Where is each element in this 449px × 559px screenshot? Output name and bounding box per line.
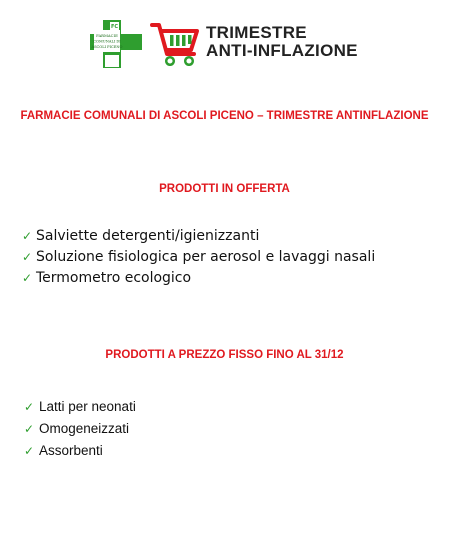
list-item-label: Soluzione fisiologica per aerosol e lavaggi nasali [36,249,376,265]
list-item [24,440,136,462]
offer-list [22,226,375,289]
logo-cross-line1: FARMACIE [96,33,118,38]
logo-cross-line3: ASCOLI PICENO [91,45,123,49]
list-item [22,226,375,247]
list-item-label: Assorbenti [39,443,103,458]
fixed-price-list [24,396,136,462]
checkmark-icon: ✓ [24,444,35,458]
brand-title-line1: TRIMESTRE [206,23,307,42]
list-item-label: Latti per neonati [39,399,136,414]
logo-cross-badge: FC [110,24,119,31]
list-item-label: Omogeneizzati [39,421,130,436]
checkmark-icon: ✓ [22,271,33,285]
main-heading: FARMACIE COMUNALI DI ASCOLI PICENO – TRIMESTRE ANTINFLAZIONE [20,110,429,122]
list-item [22,268,375,289]
list-item [24,396,136,418]
fixed-price-section-heading: PRODOTTI A PREZZO FISSO FINO AL 31/12 [105,349,344,361]
list-item-label: Salviette detergenti/igienizzanti [36,228,260,244]
list-item [22,247,375,268]
logo-cross-line2: COMUNALI DI [93,39,121,44]
brand-title-line2: ANTI-INFLAZIONE [206,41,358,60]
header [0,0,449,80]
checkmark-icon: ✓ [24,422,35,436]
list-item [24,418,136,440]
checkmark-icon: ✓ [22,229,33,243]
offer-section-heading: PRODOTTI IN OFFERTA [159,183,290,195]
list-item-label: Termometro ecologico [36,270,192,286]
brand-title [206,24,358,60]
shopping-cart-icon [150,22,200,66]
pharmacy-cross-logo [90,20,142,68]
checkmark-icon: ✓ [24,400,35,414]
checkmark-icon: ✓ [22,250,33,264]
